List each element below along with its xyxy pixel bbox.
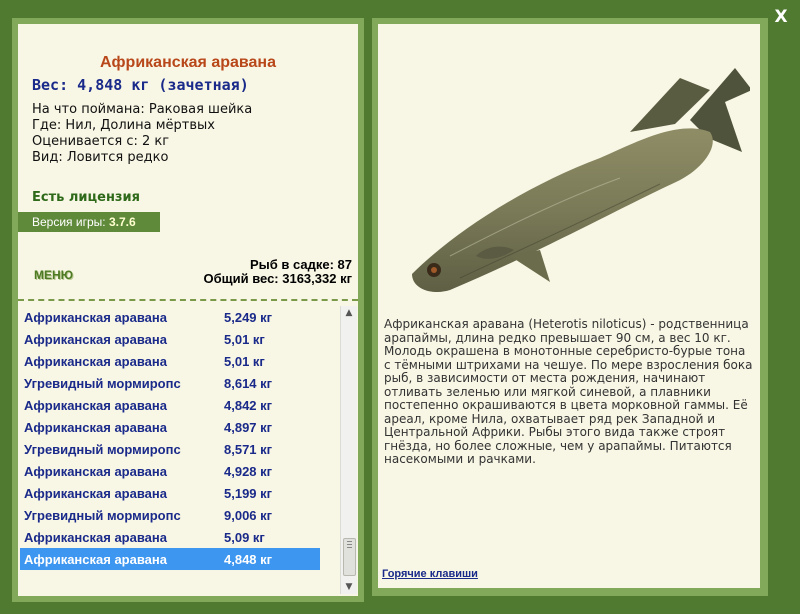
bait-info: На что поймана: Раковая шейка: [32, 102, 253, 117]
catch-row[interactable]: [20, 416, 320, 438]
catch-row-weight: 8,571 кг: [224, 442, 273, 457]
catch-row[interactable]: [20, 394, 320, 416]
catch-row-weight: 5,01 кг: [224, 332, 265, 347]
scrollbar[interactable]: [340, 306, 357, 594]
catch-list: [18, 306, 338, 594]
catch-row-name: Угревидный мормиропс: [24, 508, 181, 523]
fish-image: [390, 60, 750, 292]
catch-row[interactable]: [20, 328, 320, 350]
catch-row-weight: 9,006 кг: [224, 508, 273, 523]
catch-panel: [12, 18, 364, 602]
cage-stats: [203, 258, 352, 286]
catch-row-name: Африканская аравана: [24, 310, 167, 325]
catch-row-weight: 4,848 кг: [224, 552, 273, 567]
catch-row[interactable]: [20, 526, 320, 548]
catch-row-name: Африканская аравана: [24, 420, 167, 435]
total-weight: Общий вес: 3163,332 кг: [203, 271, 352, 286]
catch-row-name: Африканская аравана: [24, 464, 167, 479]
hotkeys-link[interactable]: Горячие клавиши: [382, 568, 478, 580]
catch-row[interactable]: [20, 372, 320, 394]
catch-row-name: Африканская аравана: [24, 530, 167, 545]
catch-row-weight: 8,614 кг: [224, 376, 273, 391]
catch-row-name: Африканская аравана: [24, 552, 167, 567]
catch-row[interactable]: [20, 548, 320, 570]
catch-row-weight: 5,09 кг: [224, 530, 265, 545]
catch-row-name: Африканская аравана: [24, 354, 167, 369]
version-label: Версия игры:: [32, 215, 109, 229]
scroll-up-icon[interactable]: ▲: [345, 308, 353, 318]
fish-description: Африканская аравана (Heterotis niloticus) - родственница арапаймы, длина редко превышает 90 см, а вес 10 кг. Молодь окрашена в монотонные серебристо-бурые тона с тёмными штрихами на чешуе. По мере взросления бока рыб, в зависимости от места рождения, начинают отливать зеленью или мягкой синевой, а плавники постепенно окрашиваются в цвета морковной гаммы. Её ареал, кроме Нила, охватывает ряд рек Западной и Центральной Африки. Рыбы этого вида также строят гнёзда, но более сложные, чем у арапаймы. Питаются насекомыми и рачками.: [384, 317, 753, 466]
catch-row[interactable]: [20, 306, 320, 328]
catch-row-name: Африканская аравана: [24, 486, 167, 501]
catch-row-name: Угревидный мормиропс: [24, 442, 181, 457]
catch-row[interactable]: [20, 438, 320, 460]
rarity-info: Вид: Ловится редко: [32, 150, 169, 165]
catch-row-name: Африканская аравана: [24, 332, 167, 347]
menu-button[interactable]: МЕНЮ: [34, 268, 74, 282]
close-icon[interactable]: X: [774, 7, 788, 27]
catch-row-weight: 4,897 кг: [224, 420, 273, 435]
cage-count: Рыб в садке: 87: [249, 257, 352, 272]
fish-info-panel: [372, 18, 768, 596]
divider: [18, 299, 358, 301]
value-info: Оценивается с: 2 кг: [32, 134, 170, 149]
fish-weight: Вес: 4,848 кг (зачетная): [32, 76, 249, 94]
catch-row-weight: 5,199 кг: [224, 486, 273, 501]
catch-row-name: Африканская аравана: [24, 398, 167, 413]
catch-row-weight: 4,928 кг: [224, 464, 273, 479]
catch-row-weight: 4,842 кг: [224, 398, 273, 413]
version-value: 3.7.6: [108, 215, 136, 229]
fish-info-inner: [378, 24, 760, 588]
catch-row-weight: 5,01 кг: [224, 354, 265, 369]
catch-row[interactable]: [20, 460, 320, 482]
catch-row-name: Угревидный мормиропс: [24, 376, 181, 391]
catch-row[interactable]: [20, 504, 320, 526]
catch-row[interactable]: [20, 482, 320, 504]
place-info: Где: Нил, Долина мёртвых: [32, 118, 215, 133]
fish-title: Африканская аравана: [100, 54, 276, 71]
catch-row[interactable]: [20, 350, 320, 372]
license-status: Есть лицензия: [32, 190, 140, 205]
scroll-thumb[interactable]: [343, 538, 356, 576]
version-badge: [18, 212, 160, 232]
catch-panel-inner: [18, 24, 358, 596]
catch-row-weight: 5,249 кг: [224, 310, 273, 325]
scroll-down-icon[interactable]: ▼: [345, 582, 353, 592]
